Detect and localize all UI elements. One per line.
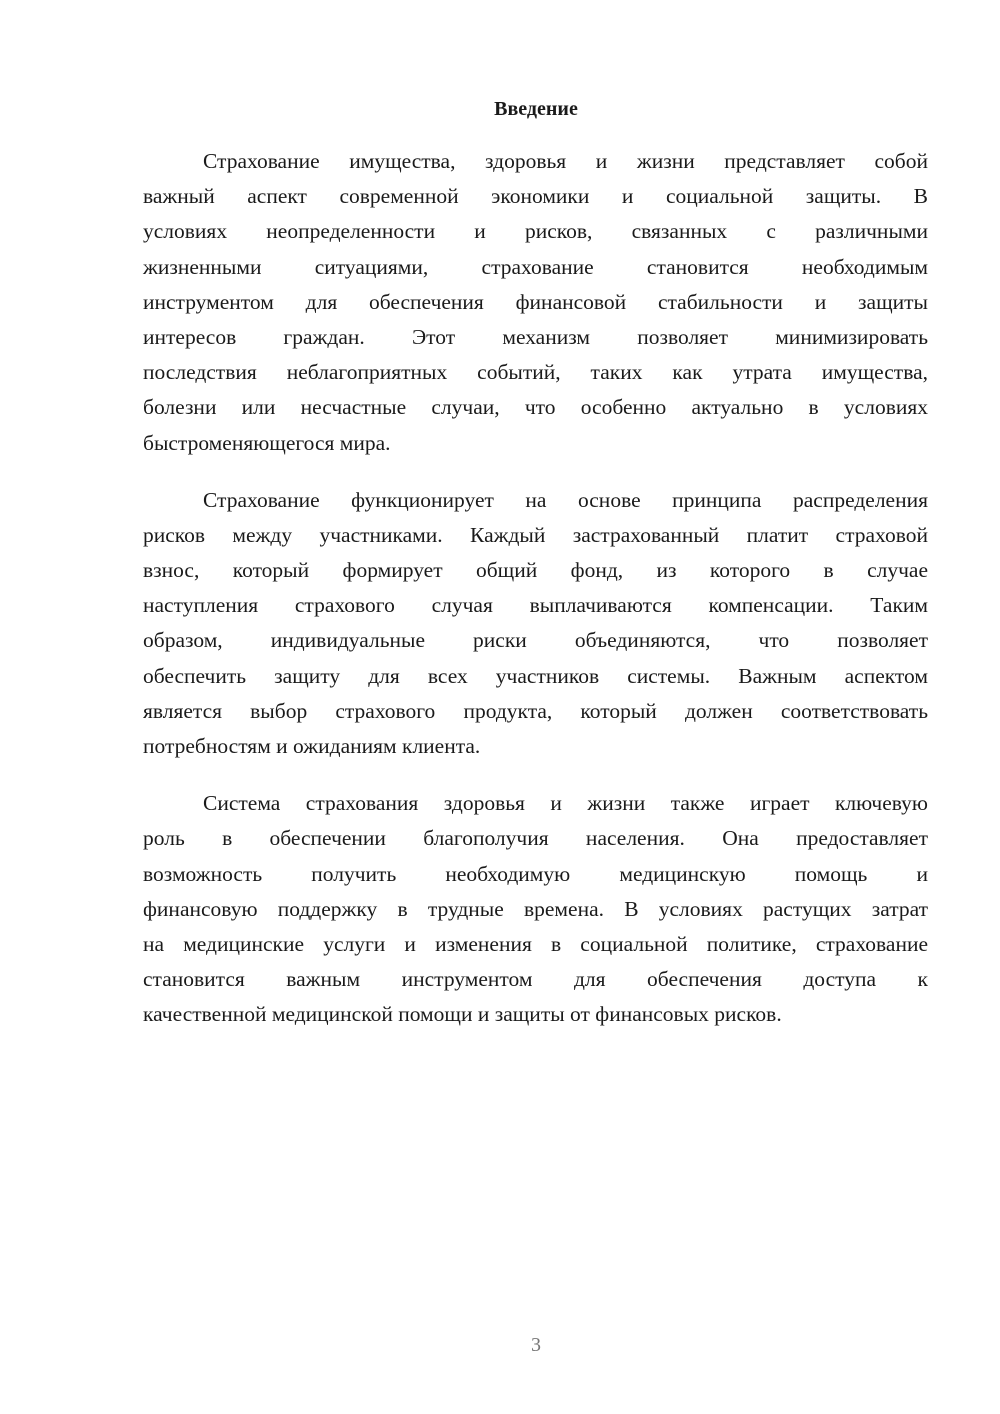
text-line: становится важным инструментом для обеспечения доступа к <box>143 967 928 992</box>
text-line: финансовую поддержку в трудные времена. В условиях растущих затрат <box>143 896 928 921</box>
section-title: Введение <box>494 98 578 120</box>
text-line: возможность получить необходимую медицинскую помощь и <box>143 861 928 886</box>
paragraph <box>143 144 928 461</box>
text-line: потребностям и ожиданиям клиента. <box>143 734 481 758</box>
text-line: важный аспект современной экономики и социальной защиты. В <box>143 184 928 209</box>
text-line: жизненными ситуациями, страхование становится необходимым <box>143 254 928 279</box>
text-line: инструментом для обеспечения финансовой стабильности и защиты <box>143 289 928 314</box>
paragraph <box>143 483 928 765</box>
text-line: рисков между участниками. Каждый застрахованный платит страховой <box>143 522 928 547</box>
text-line: Страхование функционирует на основе принципа распределения <box>203 487 928 512</box>
paragraph <box>143 786 928 1032</box>
text-line: является выбор страхового продукта, который должен соответствовать <box>143 698 928 723</box>
text-line: Страхование имущества, здоровья и жизни представляет собой <box>203 149 928 173</box>
text-line: быстроменяющегося мира. <box>143 430 391 455</box>
document-body <box>143 144 928 1055</box>
text-line: роль в обеспечении благополучия населения. Она предоставляет <box>143 826 928 851</box>
text-line: Система страхования здоровья и жизни также играет ключевую <box>203 791 928 816</box>
text-line: образом, индивидуальные риски объединяются, что позволяет <box>143 628 928 653</box>
text-line: наступления страхового случая выплачиваются компенсации. Таким <box>143 593 928 618</box>
text-line: обеспечить защиту для всех участников системы. Важным аспектом <box>143 663 928 688</box>
text-line: условиях неопределенности и рисков, связанных с различными <box>143 219 928 244</box>
text-line: интересов граждан. Этот механизм позволяет минимизировать <box>143 324 928 349</box>
page-number: 3 <box>531 1334 541 1356</box>
text-line: на медицинские услуги и изменения в социальной политике, страхование <box>143 931 928 956</box>
text-line: последствия неблагоприятных событий, таких как утрата имущества, <box>143 360 928 385</box>
text-line: взнос, который формирует общий фонд, из которого в случае <box>143 558 928 583</box>
text-line: качественной медицинской помощи и защиты от финансовых рисков. <box>143 1002 782 1027</box>
text-line: болезни или несчастные случаи, что особенно актуально в условиях <box>143 395 928 420</box>
